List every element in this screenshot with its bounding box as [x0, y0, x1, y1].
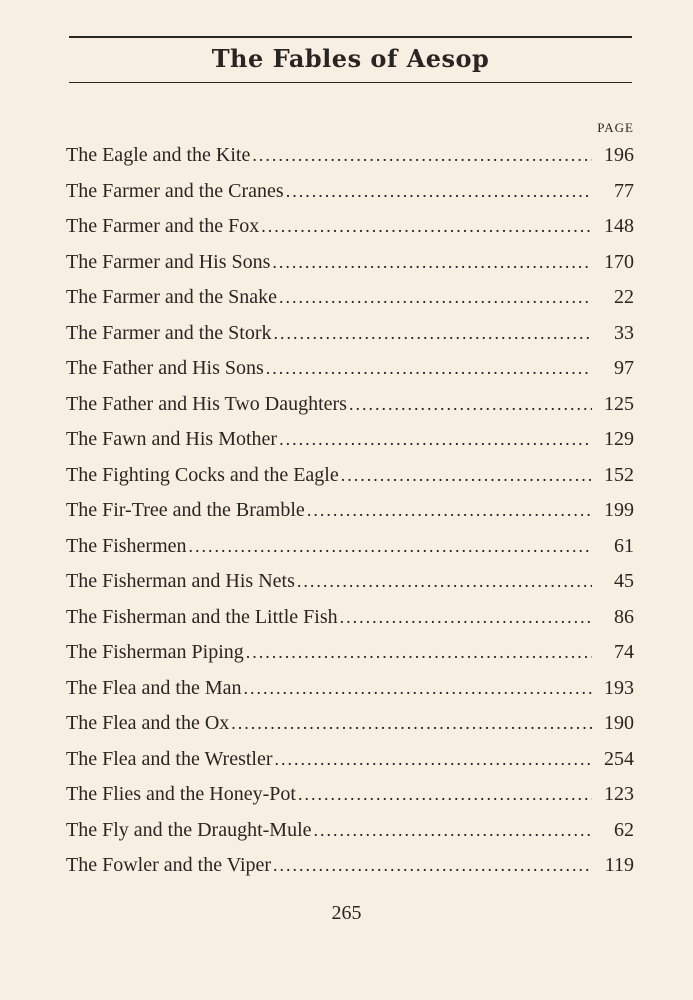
toc-entry-page: 199	[604, 499, 634, 521]
toc-entry	[66, 813, 634, 849]
toc-entry	[66, 458, 634, 494]
toc-entry-title: The Flea and the Ox	[66, 712, 230, 734]
toc-entry-title: The Flies and the Honey-Pot	[66, 783, 296, 805]
dot-leader	[261, 209, 592, 245]
toc-entry-page: 119	[604, 854, 634, 876]
toc-entry-page: 254	[604, 747, 634, 770]
toc-entry-title: The Flea and the Man	[66, 676, 242, 699]
toc-entry-title: The Flea and the Wrestler	[66, 747, 273, 770]
toc-entry-title: The Father and His Sons	[66, 357, 264, 379]
dot-leader	[189, 529, 592, 565]
toc-entry-page: 86	[614, 605, 634, 628]
toc-entry	[66, 316, 634, 352]
page-number: 265	[331, 902, 362, 924]
dot-leader	[244, 671, 593, 707]
toc-entry-title: The Fishermen	[66, 534, 187, 557]
dot-leader	[307, 493, 592, 529]
toc-entry-page: 45	[614, 570, 634, 592]
toc-entry	[66, 209, 634, 245]
toc-entry	[66, 742, 634, 778]
toc-entry-page: 22	[614, 286, 634, 308]
toc-entry-title: The Fighting Cocks and the Eagle	[66, 463, 339, 486]
dot-leader	[274, 316, 593, 352]
toc-entry-title: The Fir-Tree and the Bramble	[66, 499, 305, 521]
toc-entry	[66, 422, 634, 458]
running-header-title: The Fables of Aesop	[211, 44, 490, 73]
dot-leader	[286, 174, 592, 210]
dot-leader	[341, 458, 592, 494]
toc-entry-title: The Fowler and the Viper	[66, 854, 272, 876]
toc-entry-page: 33	[614, 321, 634, 344]
toc-entry	[66, 245, 634, 281]
toc-entry	[66, 848, 634, 884]
toc-entry	[66, 635, 634, 671]
dot-leader	[298, 777, 592, 813]
header-rule-bottom	[69, 82, 632, 83]
dot-leader	[272, 245, 592, 281]
dot-leader	[231, 706, 592, 742]
toc-entry-page: 190	[604, 712, 634, 734]
toc-entry	[66, 564, 634, 600]
toc-entry-title: The Father and His Two Daughters	[66, 392, 347, 415]
toc-entry-title: The Fly and the Draught-Mule	[66, 818, 312, 841]
dot-leader	[279, 280, 592, 316]
toc-entry-page: 74	[614, 641, 634, 663]
dot-leader	[349, 387, 592, 423]
toc-entry	[66, 777, 634, 813]
toc-entry-title: The Fisherman and the Little Fish	[66, 605, 338, 628]
toc-entry-page: 193	[604, 676, 634, 699]
header-rule-top	[69, 36, 632, 38]
dot-leader	[340, 600, 592, 636]
toc-entry-title: The Farmer and His Sons	[66, 250, 271, 273]
dot-leader	[273, 848, 592, 884]
toc-entry-title: The Fawn and His Mother	[66, 428, 278, 450]
page-column-label: PAGE	[597, 120, 634, 135]
dot-leader	[246, 635, 592, 671]
toc-entry	[66, 671, 634, 707]
toc-entry	[66, 706, 634, 742]
toc-entry-page: 148	[604, 215, 634, 237]
toc-entry	[66, 174, 634, 210]
toc-entry	[66, 387, 634, 423]
toc-entry	[66, 280, 634, 316]
toc-entry	[66, 351, 634, 387]
toc-entry-page: 152	[604, 463, 634, 486]
dot-leader	[252, 138, 592, 174]
toc-entry-page: 77	[614, 179, 634, 202]
dot-leader	[275, 742, 592, 778]
dot-leader	[314, 813, 593, 849]
toc-entry-page: 123	[604, 783, 634, 805]
toc-entry	[66, 493, 634, 529]
toc-entry-title: The Farmer and the Fox	[66, 215, 260, 237]
toc-entry-title: The Farmer and the Cranes	[66, 179, 284, 202]
dot-leader	[279, 422, 592, 458]
toc-entry	[66, 138, 634, 174]
toc-entry-page: 170	[604, 250, 634, 273]
dot-leader	[266, 351, 592, 387]
toc-entry	[66, 529, 634, 565]
toc-entry	[66, 600, 634, 636]
table-of-contents	[66, 138, 634, 884]
toc-entry-title: The Fisherman and His Nets	[66, 570, 295, 592]
toc-entry-page: 62	[614, 818, 634, 841]
toc-entry-page: 125	[604, 392, 634, 415]
dot-leader	[297, 564, 592, 600]
toc-entry-page: 196	[604, 144, 634, 166]
toc-entry-page: 61	[614, 534, 634, 557]
toc-entry-title: The Eagle and the Kite	[66, 144, 251, 166]
toc-entry-title: The Fisherman Piping	[66, 641, 244, 663]
toc-entry-page: 129	[604, 428, 634, 450]
toc-entry-title: The Farmer and the Stork	[66, 321, 272, 344]
toc-entry-title: The Farmer and the Snake	[66, 286, 278, 308]
toc-entry-page: 97	[614, 357, 634, 379]
